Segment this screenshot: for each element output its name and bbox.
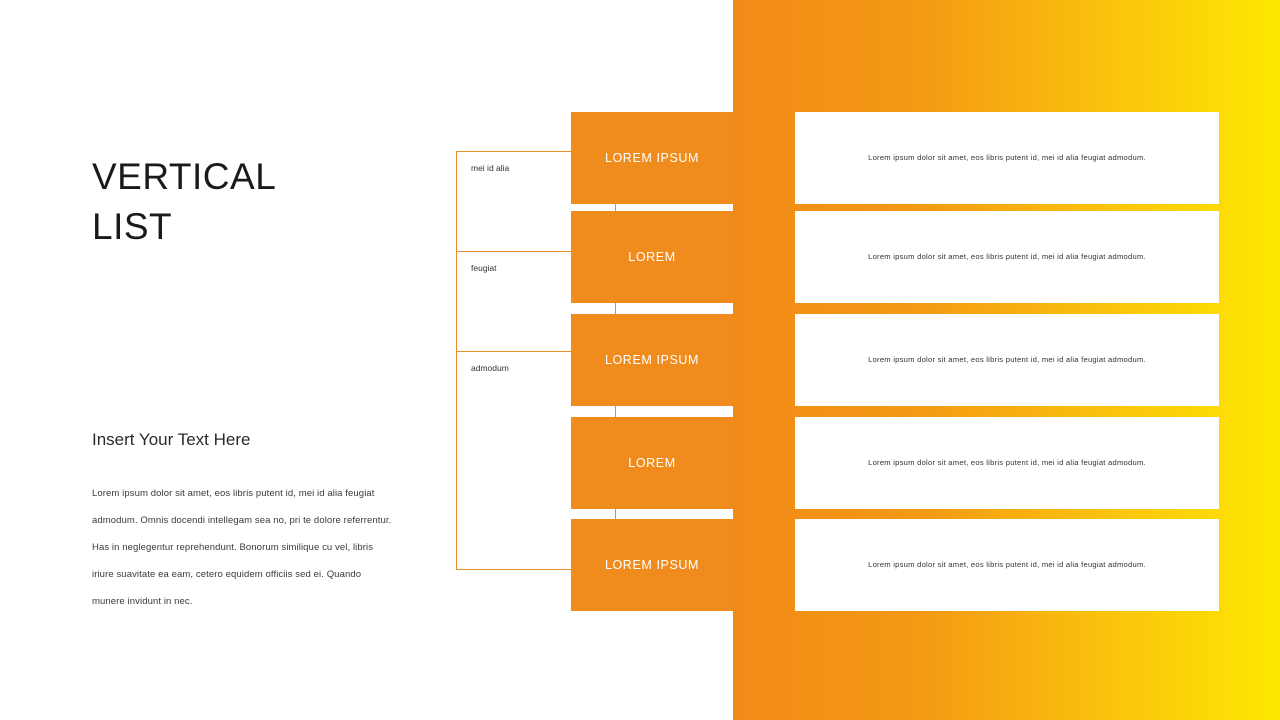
body-text-block: [92, 430, 392, 615]
page-title: [92, 152, 432, 252]
list-item-card-2[interactable]: [795, 211, 1219, 303]
table-row: admodum: [471, 363, 509, 373]
list-item-bar-3[interactable]: [571, 314, 733, 406]
table-row: mei id alia: [457, 152, 615, 252]
table-row: feugiat: [457, 252, 615, 352]
list-item-card-text: Lorem ipsum dolor sit amet, eos libris putent id, mei id alia feugiat admodum.: [868, 355, 1146, 364]
list-item-bar-5[interactable]: [571, 519, 733, 611]
list-item-card-4[interactable]: [795, 417, 1219, 509]
list-item-bar-label: LOREM IPSUM: [604, 151, 700, 165]
list-item-bar-2[interactable]: [571, 211, 733, 303]
list-item-bar-label: LOREM IPSUM: [604, 353, 700, 367]
list-item-card-5[interactable]: [795, 519, 1219, 611]
list-item-card-1[interactable]: [795, 112, 1219, 204]
page-title-line-1: VERTICAL: [92, 156, 277, 197]
list-item-bar-label: LOREM: [628, 456, 676, 470]
list-item-card-3[interactable]: [795, 314, 1219, 406]
list-item-bar-label: LOREM IPSUM: [604, 558, 700, 572]
list-item-bar-label: LOREM: [628, 250, 676, 264]
list-item-card-text: Lorem ipsum dolor sit amet, eos libris putent id, mei id alia feugiat admodum.: [868, 458, 1146, 467]
page-title-line-2: LIST: [92, 206, 173, 247]
list-item-card-text: Lorem ipsum dolor sit amet, eos libris putent id, mei id alia feugiat admodum.: [868, 153, 1146, 162]
list-item-card-text: Lorem ipsum dolor sit amet, eos libris putent id, mei id alia feugiat admodum.: [868, 560, 1146, 569]
list-item-bar-1[interactable]: [571, 112, 733, 204]
body-paragraph: Lorem ipsum dolor sit amet, eos libris putent id, mei id alia feugiat admodum. Omnis docendi intellegam sea no, pri te dolore referrentur. Has in neglegentur reprehendunt. Bonorum similique cu vel, libris iriure suavitate ea eam, cetero equidem officiis sed ei. Quando munere invidunt in nec.: [92, 488, 392, 607]
list-item-card-text: Lorem ipsum dolor sit amet, eos libris putent id, mei id alia feugiat admodum.: [868, 252, 1146, 261]
body-subheading: Insert Your Text Here: [92, 430, 251, 449]
list-item-bar-4[interactable]: [571, 417, 733, 509]
